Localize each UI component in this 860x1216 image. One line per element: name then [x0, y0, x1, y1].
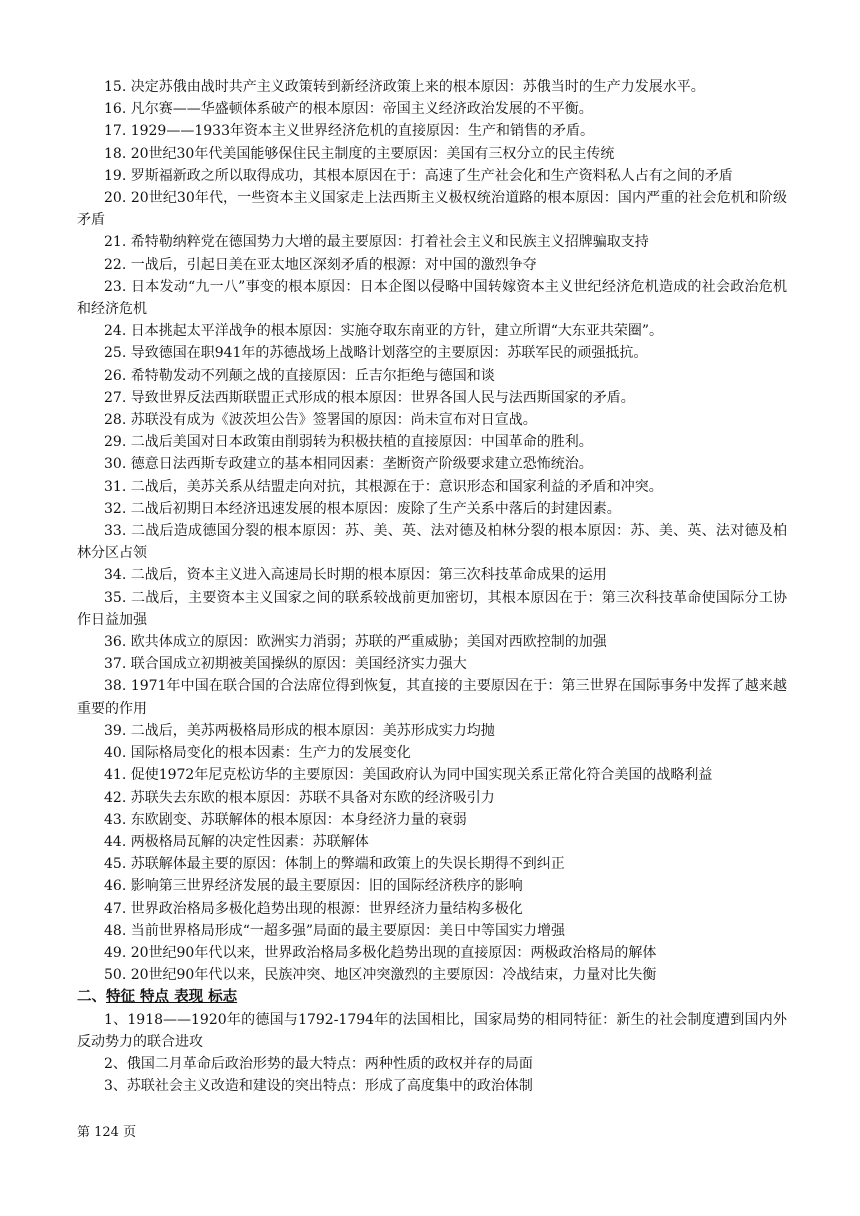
section-number: 二、: [77, 988, 106, 1006]
list-item: 26. 希特勒发动不列颠之战的直接原因：丘吉尔拒绝与德国和谈: [104, 367, 495, 384]
list-item: 49. 20世纪90年代以来，世界政治格局多极化趋势出现的直接原因：两极政治格局的解体: [104, 944, 657, 961]
list-item: 44. 两极格局瓦解的决定性因素：苏联解体: [104, 833, 369, 850]
list-item: 3、苏联社会主义改造和建设的突出特点：形成了高度集中的政治体制: [104, 1078, 533, 1095]
list-item: 22. 一战后，引起日美在亚太地区深刻矛盾的根源：对中国的激烈争夺: [104, 256, 537, 273]
list-item: 27. 导致世界反法西斯联盟正式形成的根本原因：世界各国人民与法西斯国家的矛盾。: [104, 389, 635, 406]
list-item: 21. 希特勒纳粹党在德国势力大增的最主要原因：打着社会主义和民族主义招牌骗取支持: [104, 234, 649, 251]
list-item: 25. 导致德国在职941年的苏德战场上战略计划落空的主要原因：苏联军民的顽强抵抗。: [104, 345, 648, 362]
list-item: 34. 二战后，资本主义进入高速局长时期的根本原因：第三次科技革命成果的运用: [104, 567, 607, 584]
list-item: 48. 当前世界格局形成“一超多强”局面的最主要原因：美日中等国实力增强: [104, 922, 566, 939]
list-item: 19. 罗斯福新政之所以取得成功，其根本原因在于：高速了生产社会化和生产资料私人占有之间的矛盾: [104, 167, 733, 184]
list-item: 36. 欧共体成立的原因：欧洲实力消弱；苏联的严重威胁；美国对西欧控制的加强: [104, 634, 607, 651]
document-body: [77, 76, 787, 1098]
list-item: 32. 二战后初期日本经济迅速发展的根本原因：废除了生产关系中落后的封建因素。: [104, 500, 621, 517]
list-item: 29. 二战后美国对日本政策由削弱转为积极扶植的直接原因：中国革命的胜利。: [104, 434, 593, 451]
list-item: 41. 促使1972年尼克松访华的主要原因：美国政府认为同中国实现关系正常化符合美国的战略利益: [104, 767, 713, 784]
list-item: 18. 20世纪30年代美国能够保住民主制度的主要原因：美国有三权分立的民主传统: [104, 145, 615, 162]
list-item: 31. 二战后，美苏关系从结盟走向对抗，其根源在于：意识形态和国家利益的矛盾和冲突。: [104, 478, 663, 495]
cause-list: [77, 76, 787, 986]
list-item: 16. 凡尔赛——华盛顿体系破产的根本原因：帝国主义经济政治发展的不平衡。: [104, 101, 593, 118]
list-item: 47. 世界政治格局多极化趋势出现的根源：世界经济力量结构多极化: [104, 900, 523, 917]
list-item: 30. 德意日法西斯专政建立的基本相同因素：垄断资产阶级要求建立恐怖统治。: [104, 456, 593, 473]
list-item: 40. 国际格局变化的根本因素：生产力的发展变化: [104, 745, 411, 762]
list-item: 28. 苏联没有成为《波茨坦公告》签署国的原因：尚未宣布对日宣战。: [104, 412, 537, 429]
section-title: 特征 特点 表现 标志: [106, 988, 238, 1006]
list-item: 37. 联合国成立初期被美国操纵的原因：美国经济实力强大: [104, 656, 467, 673]
list-item: 1、1918——1920年的德国与1792-1794年的法国相比，国家局势的相同特征：新生的社会制度遭到国内外反动势力的联合进攻: [77, 1011, 787, 1050]
list-item: 23. 日本发动“九一八”事变的根本原因：日本企图以侵略中国转嫁资本主义世纪经济危机造成的社会政治危机和经济危机: [77, 278, 787, 318]
list-item: 2、俄国二月革命后政治形势的最大特点：两种性质的政权并存的局面: [104, 1056, 533, 1073]
list-item: 50. 20世纪90年代以来，民族冲突、地区冲突激烈的主要原因：冷战结束，力量对比失衡: [104, 967, 657, 984]
list-item: 43. 东欧剧变、苏联解体的根本原因：本身经济力量的衰弱: [104, 811, 467, 828]
list-item: 33. 二战后造成德国分裂的根本原因：苏、美、英、法对德及柏林分裂的根本原因：苏、美、英、法对德及柏林分区占领: [77, 523, 787, 562]
list-item: 35. 二战后，主要资本主义国家之间的联系较战前更加密切，其根本原因在于：第三次科技革命使国际分工协作日益加强: [77, 589, 787, 628]
list-item: 38. 1971年中国在联合国的合法席位得到恢复，其直接的主要原因在于：第三世界在国际事务中发挥了越来越重要的作用: [77, 678, 787, 717]
list-item: 42. 苏联失去东欧的根本原因：苏联不具备对东欧的经济吸引力: [104, 789, 495, 806]
section-heading: [77, 986, 787, 1008]
list-item: 15. 决定苏俄由战时共产主义政策转到新经济政策上来的根本原因：苏俄当时的生产力发展水平。: [104, 79, 705, 95]
feature-list: [77, 1009, 787, 1098]
list-item: 45. 苏联解体最主要的原因：体制上的弊端和政策上的失误长期得不到纠正: [104, 856, 565, 873]
list-item: 39. 二战后，美苏两极格局形成的根本原因：美苏形成实力均抛: [104, 722, 495, 739]
list-item: 20. 20世纪30年代，一些资本主义国家走上法西斯主义极权统治道路的根本原因：国内严重的社会危机和阶级矛盾: [77, 190, 787, 229]
page-number: 第 124 页: [77, 1125, 137, 1140]
list-item: 24. 日本挑起太平洋战争的根本原因：实施夺取东南亚的方针，建立所谓“大东亚共荣圈”。: [104, 323, 664, 340]
list-item: 46. 影响第三世界经济发展的最主要原因：旧的国际经济秩序的影响: [104, 878, 523, 895]
list-item: 17. 1929——1933年资本主义世界经济危机的直接原因：生产和销售的矛盾。: [104, 123, 594, 140]
